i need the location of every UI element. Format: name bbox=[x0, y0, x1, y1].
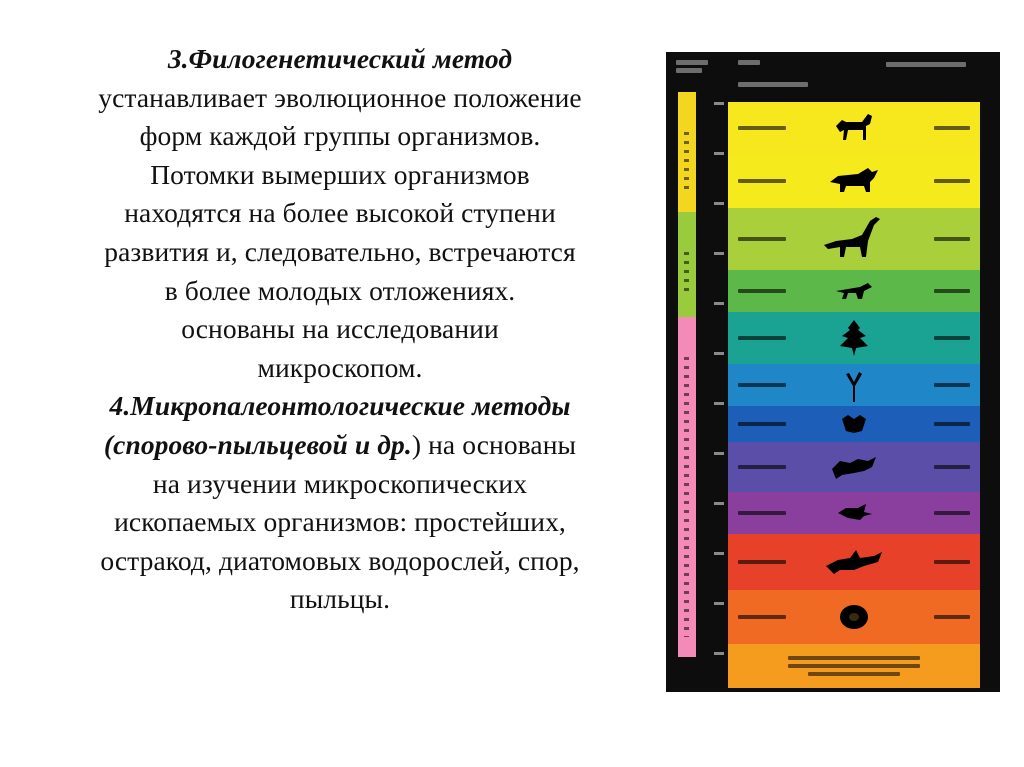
trilobite-silhouette-icon bbox=[828, 451, 880, 483]
band-label-mark bbox=[738, 126, 786, 130]
text-line: в более молодых отложениях. bbox=[164, 274, 516, 306]
geologic-timescale-figure bbox=[666, 52, 1000, 692]
small-reptile-silhouette-icon bbox=[834, 279, 874, 303]
text-line: форм каждой группы организмов. bbox=[139, 120, 541, 152]
timescale-tick bbox=[714, 452, 724, 455]
fern-silhouette-icon bbox=[836, 318, 872, 358]
band-label-mark bbox=[738, 465, 786, 469]
period-band-11 bbox=[728, 590, 980, 644]
text-line: Потомки вымерших организмов bbox=[150, 158, 530, 190]
band-label-mark bbox=[738, 289, 786, 293]
text-line: пыльцы. bbox=[289, 583, 391, 615]
era-strip-texture bbox=[684, 357, 689, 637]
band-label-mark bbox=[934, 237, 970, 241]
band-label-mark bbox=[738, 179, 786, 183]
crinoid-silhouette-icon bbox=[842, 368, 866, 402]
figure-header-mark bbox=[886, 62, 966, 67]
band-label-mark bbox=[934, 289, 970, 293]
figure-header-mark bbox=[676, 68, 702, 73]
band-label-mark bbox=[934, 511, 970, 515]
spore-pollen-method-label: (спорово-пыльцевой и др. bbox=[103, 428, 412, 460]
text-line: находятся на более высокой ступени bbox=[124, 197, 556, 229]
period-band-12 bbox=[728, 644, 980, 688]
band-label-mark bbox=[738, 237, 786, 241]
band-label-mark bbox=[738, 511, 786, 515]
text-line: устанавливает эволюционное положение bbox=[98, 81, 582, 113]
band-label-mark bbox=[934, 383, 970, 387]
band-label-mark bbox=[738, 615, 786, 619]
timescale-tick bbox=[714, 302, 724, 305]
sauropod-silhouette-icon bbox=[822, 215, 886, 263]
period-band-3 bbox=[728, 208, 980, 270]
fish-silhouette-icon bbox=[834, 502, 874, 524]
band-label-mark bbox=[738, 336, 786, 340]
text-line-mixed bbox=[20, 426, 660, 465]
figure-header-mark bbox=[738, 60, 760, 65]
band-label-mark bbox=[934, 615, 970, 619]
era-strip-cenozoic bbox=[678, 92, 696, 212]
figure-header-mark bbox=[738, 82, 808, 87]
timescale-tick bbox=[714, 202, 724, 205]
period-band-2 bbox=[728, 154, 980, 208]
era-strip-texture bbox=[684, 132, 689, 192]
triceratops-silhouette-icon bbox=[828, 164, 880, 198]
timescale-tick bbox=[714, 502, 724, 505]
text-line: основаны на исследовании bbox=[181, 313, 499, 345]
text-block bbox=[20, 40, 660, 619]
figure-header-mark bbox=[676, 60, 708, 65]
text-line: развития и, следовательно, встречаются bbox=[104, 235, 576, 267]
micropaleontological-methods-heading: 4.Микропалеонтологические методы bbox=[109, 390, 571, 422]
period-band-6 bbox=[728, 364, 980, 406]
horse-silhouette-icon bbox=[832, 110, 876, 146]
period-band-4 bbox=[728, 270, 980, 312]
period-band-10 bbox=[728, 534, 980, 590]
band-label-mark bbox=[934, 560, 970, 564]
band-label-mark bbox=[934, 465, 970, 469]
text-line: микроскопом. bbox=[257, 351, 423, 383]
text-line: ископаемых организмов: простейших, bbox=[114, 506, 566, 538]
timescale-tick bbox=[714, 352, 724, 355]
phylogenetic-method-heading: 3.Филогенетический метод bbox=[167, 43, 513, 74]
timescale-tick bbox=[714, 652, 724, 655]
brachiopod-silhouette-icon bbox=[840, 413, 868, 435]
timescale-tick bbox=[714, 402, 724, 405]
footnote-mark bbox=[788, 664, 920, 668]
era-strip-mesozoic bbox=[678, 212, 696, 317]
period-band-7 bbox=[728, 406, 980, 442]
timescale-tick bbox=[714, 552, 724, 555]
shark-silhouette-icon bbox=[824, 548, 884, 576]
timescale-tick bbox=[714, 602, 724, 605]
text-line: остракод, диатомовых водорослей, спор, bbox=[100, 544, 580, 576]
timescale-tick bbox=[714, 252, 724, 255]
text-fragment: ) на основаны bbox=[411, 428, 577, 460]
era-strip-texture bbox=[684, 252, 689, 297]
ammonite-silhouette-icon bbox=[837, 602, 871, 632]
band-label-mark bbox=[934, 179, 970, 183]
footnote-mark bbox=[788, 656, 920, 660]
period-band-1 bbox=[728, 102, 980, 154]
band-label-mark bbox=[738, 560, 786, 564]
period-band-8 bbox=[728, 442, 980, 492]
timescale-tick bbox=[714, 102, 724, 105]
band-label-mark bbox=[738, 383, 786, 387]
text-line: на изучении микроскопических bbox=[152, 467, 528, 499]
period-band-5 bbox=[728, 312, 980, 364]
band-label-mark bbox=[738, 422, 786, 426]
band-label-mark bbox=[934, 336, 970, 340]
footnote-mark bbox=[808, 672, 900, 676]
period-band-9 bbox=[728, 492, 980, 534]
band-label-mark bbox=[934, 126, 970, 130]
band-label-mark bbox=[934, 422, 970, 426]
timescale-tick bbox=[714, 152, 724, 155]
era-strip-paleozoic bbox=[678, 317, 696, 657]
